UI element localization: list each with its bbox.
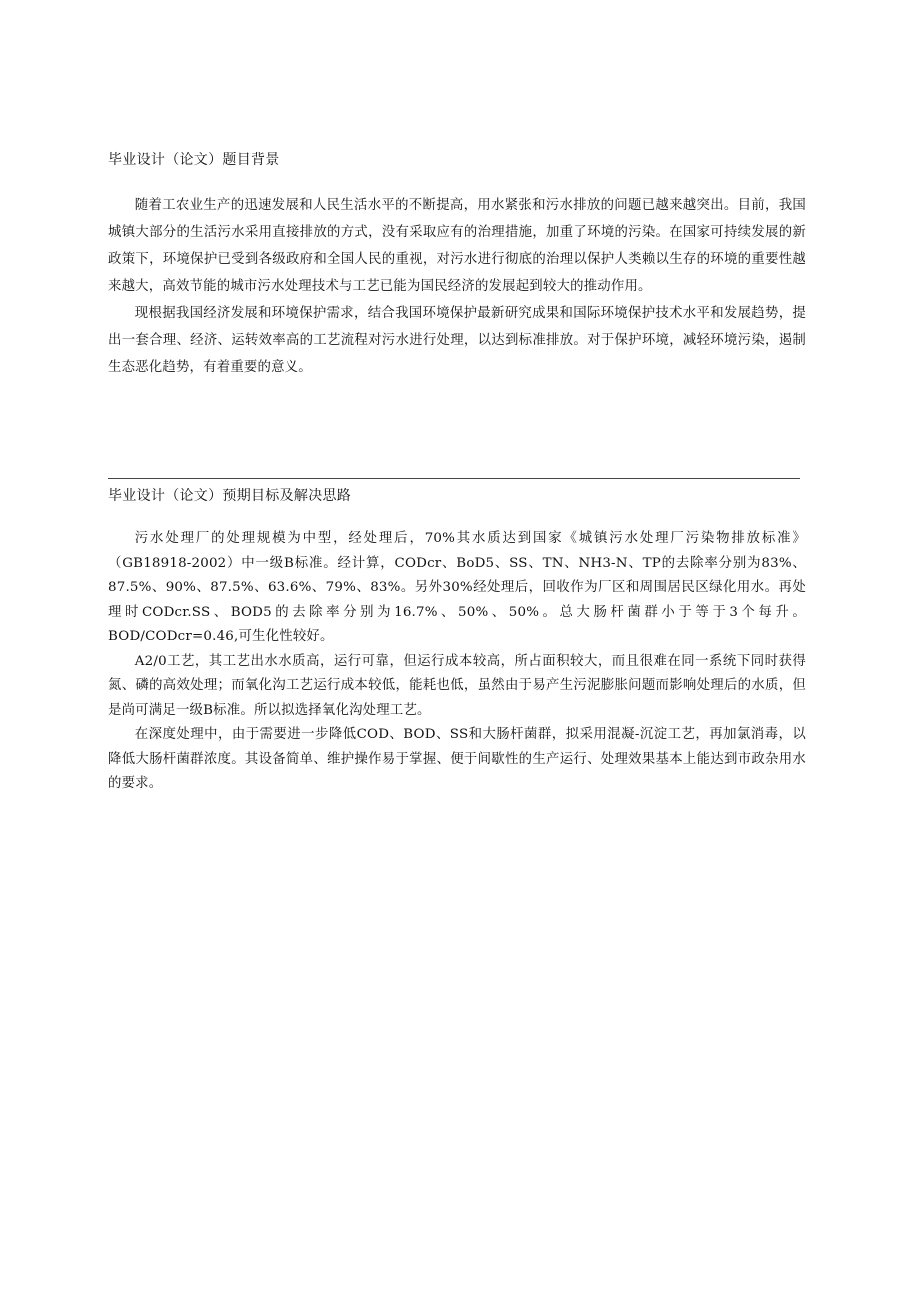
section-body-goals	[108, 527, 806, 797]
section-background	[108, 150, 806, 381]
section-heading-background: 毕业设计（论文）题目背景	[108, 152, 280, 168]
paragraph: 在深度处理中，由于需要进一步降低COD、BOD、SS和大肠杆菌群，拟采用混凝-沉淀工艺，再加氯消毒，以降低大肠杆菌群浓度。其设备简单、维护操作易于掌握、便于间歇性的生产运行、处理效果基本上能达到市政杂用水的要求。	[108, 727, 806, 791]
paragraph: 污水处理厂的处理规模为中型，经处理后，70%其水质达到国家《城镇污水处理厂污染物排放标准》（GB18918-2002）中一级B标准。经计算，CODcr、BoD5、SS、TN、NH3-N、TP的去除率分别为83%、87.5%、90%、87.5%、63.6%、79%、83%。另外30%经处理后，回收作为厂区和周围居民区绿化用水。再处理时CODcr.SS、BOD5的去除率分别为16.7%、50%、50%。总大肠杆菌群小于等于3个每升。BOD/CODcr=0.46,可生化性较好。	[108, 531, 806, 644]
paragraph: 随着工农业生产的迅速发展和人民生活水平的不断提高，用水紧张和污水排放的问题已越来越突出。目前，我国城镇大部分的生活污水采用直接排放的方式，没有采取应有的治理措施，加重了环境的污染。在国家可持续发展的新政策下，环境保护已受到各级政府和全国人民的重视，对污水进行彻底的治理以保护人类赖以生存的环境的重要性越来越大，高效节能的城市污水处理技术与工艺已能为国民经济的发展起到较大的推动作用。	[108, 198, 806, 294]
paragraph: 现根据我国经济发展和环境保护需求，结合我国环境保护最新研究成果和国际环境保护技术水平和发展趋势，提出一套合理、经济、运转效率高的工艺流程对污水进行处理，以达到标准排放。对于保护环境，减轻环境污染，遏制生态恶化趋势，有着重要的意义。	[108, 306, 806, 375]
section-goals	[108, 478, 806, 797]
section-body-background	[108, 192, 806, 381]
paragraph: A2/0工艺，其工艺出水水质高，运行可靠，但运行成本较高，所占面积较大，而且很难在同一系统下同时获得氮、磷的高效处理；而氧化沟工艺运行成本较低，能耗也低，虽然由于易产生污泥膨胀问题而影响处理后的水质，但是尚可满足一级B标准。所以拟选择氧化沟处理工艺。	[108, 653, 806, 718]
section-heading-goals: 毕业设计（论文）预期目标及解决思路	[108, 488, 352, 504]
